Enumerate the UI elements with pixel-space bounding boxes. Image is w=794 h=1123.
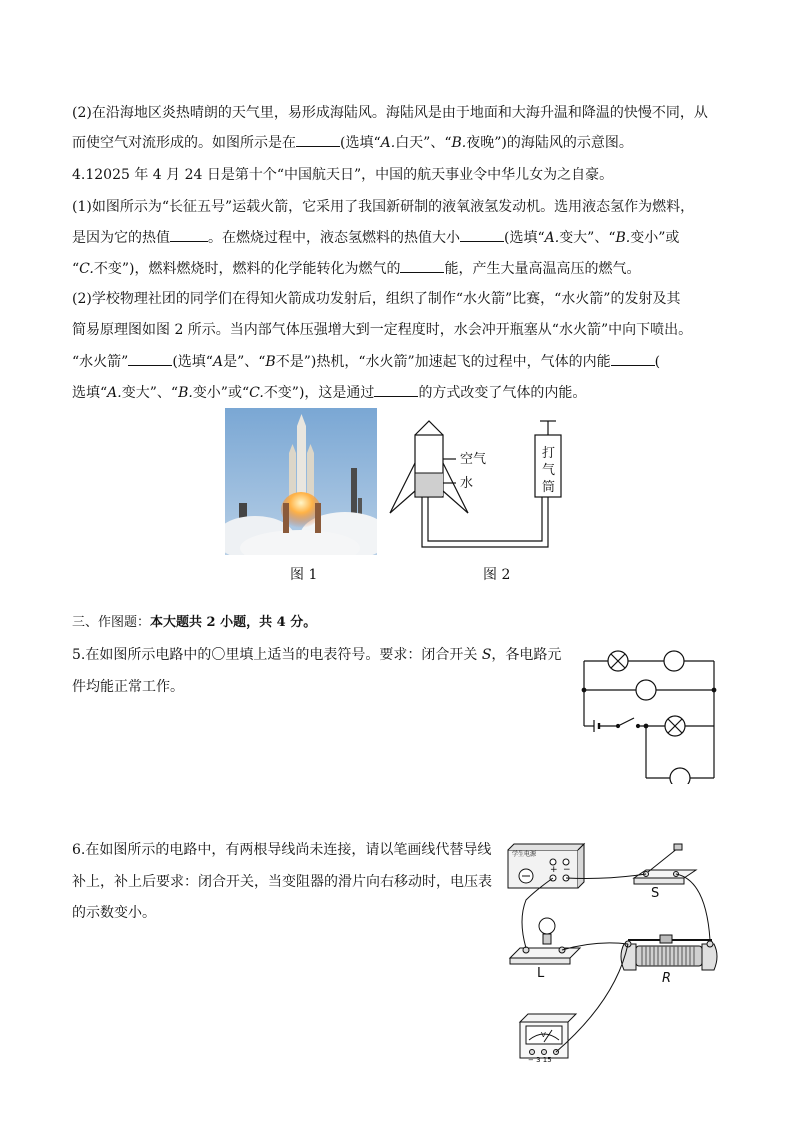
- minus-terminal-label: −: [563, 865, 571, 875]
- section-description: 本大题共 2 小题，共 4 分。: [150, 615, 317, 630]
- pump-label-3: 筒: [542, 480, 556, 495]
- text: 变大”、“: [559, 230, 616, 246]
- option-letter: A.: [544, 230, 560, 246]
- text: 不变”)，这是通过: [263, 385, 375, 401]
- q4-line-8: [72, 382, 586, 403]
- text: 5.在如图所示电路中的〇里填上适当的电表符号。要求：闭合开关: [72, 647, 478, 663]
- text: 夜晚”)的海陆风的示意图。: [466, 135, 633, 151]
- q4-line-5: (2)学校物理社团的同学们在得知火箭成功发射后，组织了制作“水火箭”比赛，“水火箭”的发射及其: [72, 291, 681, 307]
- q4-line-1: 4.12025 年 4 月 24 日是第十个“中国航天日”，中国的航天事业令中华儿女为之自豪。: [72, 167, 614, 183]
- text: “水火箭”: [72, 354, 129, 370]
- q5-circuit-diagram: [578, 648, 720, 784]
- voltmeter-terminal-labels: − 3 15: [528, 1056, 552, 1064]
- text: (选填“: [504, 230, 545, 246]
- plus-terminal-label: +: [550, 865, 558, 875]
- text: 不变”)，燃料燃烧时，燃料的化学能转化为燃气的: [93, 261, 401, 277]
- q3-2-line-1: (2)在沿海地区炎热晴朗的天气里，易形成海陆风。海陆风是由于地面和大海升温和降温的快慢不同，从: [72, 105, 708, 121]
- q6-line-3: 的示数变小。: [72, 905, 156, 921]
- text: (: [654, 354, 661, 370]
- answer-blank: [374, 382, 418, 397]
- text: 是因为它的热值: [72, 230, 170, 246]
- power-supply-label: 学生电源: [512, 851, 537, 858]
- answer-blank: [611, 351, 655, 366]
- option-letter: A.: [380, 135, 396, 151]
- rheostat-label: R: [662, 971, 672, 986]
- switch-label: S: [651, 886, 660, 901]
- q5-line-2: 件均能正常工作。: [72, 679, 184, 695]
- q6-line-2: 补上，补上后要求：闭合开关，当变阻器的滑片向右移动时，电压表: [72, 874, 492, 890]
- option-letter: B.: [615, 230, 631, 246]
- option-letter: B.: [178, 385, 193, 401]
- text: 。在燃烧过程中，液态氢燃料的热值大小: [208, 230, 460, 246]
- figure-2-caption: 图 2: [483, 567, 511, 583]
- option-letter: B: [265, 354, 276, 370]
- q3-2-line-2: [72, 132, 633, 153]
- q6-apparatus-diagram: [496, 840, 722, 1065]
- text: (选填“: [340, 135, 381, 151]
- option-letter: C.: [79, 261, 94, 277]
- rocket-launch-photo: [225, 408, 377, 555]
- text: 是”、“: [223, 354, 266, 370]
- q6-line-1: 6.在如图所示的电路中，有两根导线尚未连接，请以笔画线代替导线: [72, 842, 492, 858]
- water-rocket-diagram: [388, 413, 578, 553]
- q4-line-7: [72, 351, 660, 372]
- answer-blank: [400, 258, 444, 273]
- text: 变小”或: [630, 230, 680, 246]
- option-letter: B.: [451, 135, 467, 151]
- water-label: 水: [460, 476, 474, 491]
- text: 不是”)热机，“水火箭”加速起飞的过程中，气体的内能: [275, 354, 611, 370]
- section-prefix: 三、作图题：: [72, 615, 151, 630]
- figure-1-caption: 图 1: [290, 567, 318, 583]
- answer-blank: [460, 227, 504, 242]
- text: 选填“: [72, 385, 108, 401]
- answer-blank: [128, 351, 172, 366]
- text: 的方式改变了气体的内能。: [418, 385, 587, 401]
- answer-blank: [296, 132, 340, 147]
- option-letter: A: [212, 354, 224, 370]
- section-3-heading: [72, 613, 316, 633]
- switch-symbol: S: [481, 647, 492, 663]
- option-letter: A.: [107, 385, 122, 401]
- q4-line-6: 简易原理图如图 2 所示。当内部气体压强增大到一定程度时，水会冲开瓶塞从“水火箭”中向下喷出。: [72, 322, 693, 338]
- text: (选填“: [172, 354, 213, 370]
- answer-blank: [170, 227, 208, 242]
- voltmeter-symbol: V: [541, 1031, 546, 1039]
- text: 能，产生大量高温高压的燃气。: [444, 261, 641, 277]
- pump-label-2: 气: [542, 463, 556, 478]
- text: 变大”、“: [121, 385, 179, 401]
- option-letter: C.: [249, 385, 264, 401]
- text: 白天”、“: [395, 135, 452, 151]
- text: 变小”或“: [192, 385, 250, 401]
- text: 而使空气对流形成的。如图所示是在: [72, 135, 296, 151]
- q5-line-1: [72, 645, 561, 665]
- air-label: 空气: [460, 452, 487, 467]
- lamp-label: L: [537, 966, 545, 981]
- pump-label-1: 打: [542, 446, 556, 461]
- q4-line-4: [72, 258, 640, 279]
- q4-line-3: [72, 227, 679, 248]
- text: “: [72, 261, 80, 277]
- text: ，各电路元: [491, 647, 562, 663]
- q4-line-2: (1)如图所示为“长征五号”运载火箭，它采用了我国新研制的液氧液氢发动机。选用液态氢作为燃料，: [72, 199, 695, 215]
